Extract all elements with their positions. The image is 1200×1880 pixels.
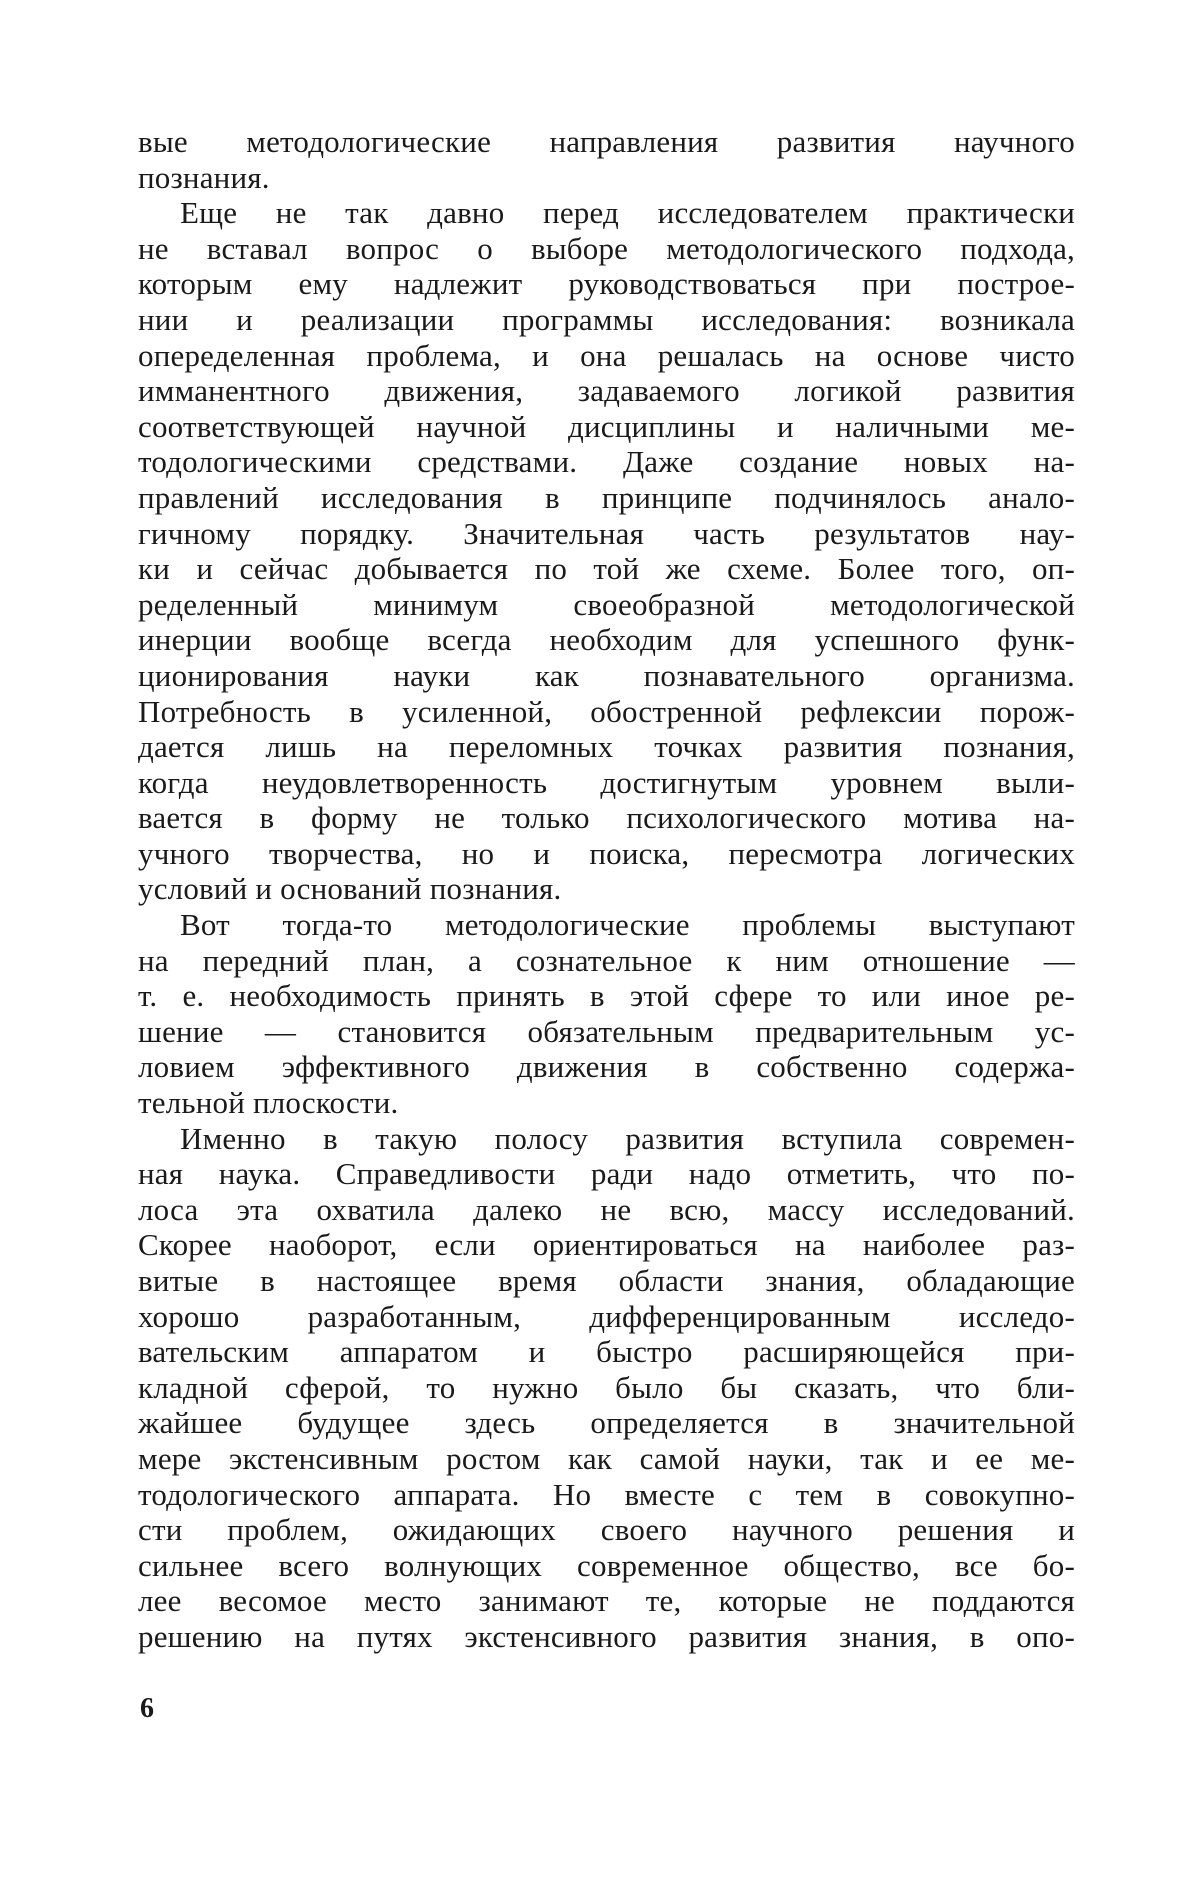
text-line: условий и оснований познания. [138, 871, 562, 907]
text-line: ная наука. Справедливости ради надо отметить, что по- [138, 1156, 1075, 1192]
text-line: ки и сейчас добывается по той же схеме. Более того, оп- [138, 551, 1075, 587]
text-line: нии и реализации программы исследования: возникала [138, 301, 1075, 337]
text-line: решению на путях экстенсивного развития знания, в опо- [138, 1618, 1075, 1654]
text-line: гичному порядку. Значительная часть результатов нау- [138, 515, 1075, 551]
page-number: 6 [140, 1693, 154, 1724]
text-line: на передний план, а сознательное к ним отношение — [138, 942, 1075, 978]
text-line: шение — становится обязательным предварительным ус- [138, 1013, 1075, 1049]
page-text [138, 124, 1075, 1655]
text-line: инерции вообще всегда необходим для успешного функ- [138, 622, 1075, 658]
paragraph-continuation [138, 124, 1075, 195]
text-line: опеределенная проблема, и она решалась на основе чисто [138, 337, 1075, 373]
text-line: кладной сферой, то нужно было бы сказать, что бли- [138, 1369, 1075, 1405]
text-line: витые в настоящее время области знания, обладающие [138, 1263, 1075, 1298]
text-line: лее весомое место занимают те, которые не поддаются [138, 1583, 1075, 1619]
text-line: жайшее будущее здесь определяется в значительной [138, 1405, 1075, 1441]
text-line: правлений исследования в принципе подчинялось анало- [138, 479, 1075, 515]
paragraph-2 [138, 907, 1075, 1121]
text-line: ловием эффективного движения в собственно содержа- [138, 1049, 1075, 1085]
text-line: мере экстенсивным ростом как самой науки, так и ее ме- [138, 1440, 1075, 1476]
text-line: т. е. необходимость принять в этой сфере то или иное ре- [138, 978, 1075, 1014]
text-line: тельной плоскости. [138, 1085, 399, 1121]
text-line: Скорее наоборот, если ориентироваться на наиболее раз- [138, 1227, 1075, 1263]
text-line: когда неудовлетворенность достигнутым уровнем выли- [138, 764, 1075, 800]
text-line: Еще не так давно перед исследователем практически [180, 195, 1075, 231]
text-line: вые методологические направления развития научного [138, 124, 1075, 159]
text-line: учного творчества, но и поиска, пересмотра логических [138, 835, 1075, 871]
text-line: сильнее всего волнующих современное общество, все бо- [138, 1547, 1075, 1583]
text-line: соответствующей научной дисциплины и наличными ме- [138, 408, 1075, 444]
text-line: дается лишь на переломных точках развития познания, [138, 729, 1075, 765]
paragraph-3 [138, 1121, 1075, 1655]
text-line: лоса эта охватила далеко не всю, массу исследований. [138, 1191, 1075, 1227]
text-line: Потребность в усиленной, обостренной рефлексии порож- [138, 693, 1075, 729]
text-line: не вставал вопрос о выборе методологического подхода, [138, 230, 1075, 266]
text-line: вательским аппаратом и быстро расширяющейся при- [138, 1334, 1075, 1370]
text-line: которым ему надлежит руководствоваться при построе- [138, 266, 1075, 302]
text-line: ределенный минимум своеобразной методологической [138, 586, 1075, 622]
text-line: Именно в такую полосу развития вступила современ- [180, 1120, 1075, 1156]
text-line: Вот тогда-то методологические проблемы выступают [180, 907, 1075, 943]
text-line: вается в форму не только психологического мотива на- [138, 800, 1075, 836]
text-line: имманентного движения, задаваемого логикой развития [138, 373, 1075, 409]
text-line: познания. [138, 159, 270, 195]
text-line: ционирования науки как познавательного организма. [138, 657, 1075, 693]
text-line: сти проблем, ожидающих своего научного решения и [138, 1512, 1075, 1548]
text-line: тодологического аппарата. Но вместе с тем в совокупно- [138, 1476, 1075, 1512]
text-line: тодологическими средствами. Даже создание новых на- [138, 444, 1075, 480]
text-line: хорошо разработанным, дифференцированным исследо- [138, 1298, 1075, 1334]
paragraph-1 [138, 195, 1075, 907]
